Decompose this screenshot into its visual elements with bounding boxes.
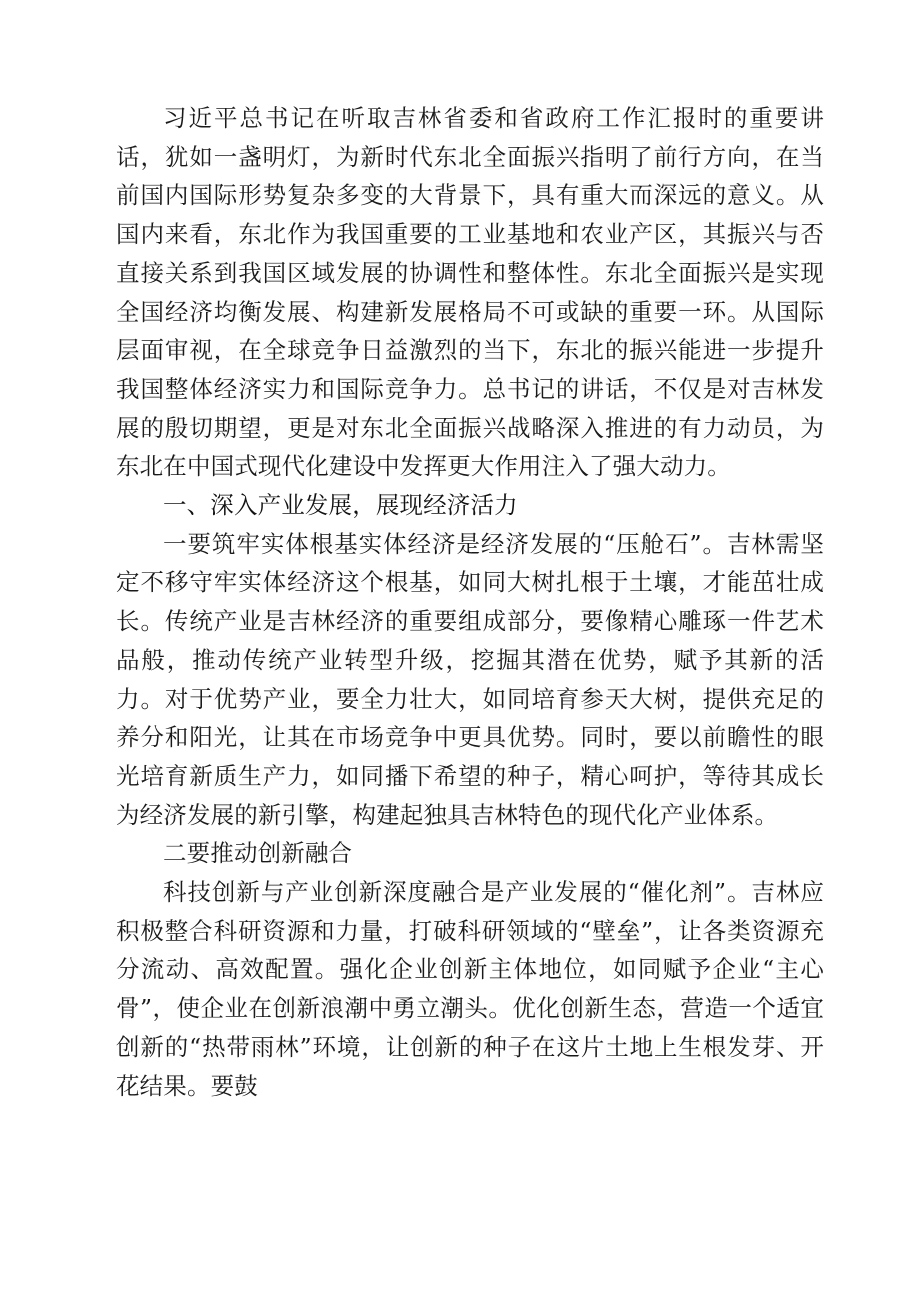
subsection-2-paragraph: 科技创新与产业创新深度融合是产业发展的“催化剂”。吉林应积极整合科研资源和力量，打破科研领域的“壁垒”，让各类资源充分流动、高效配置。强化企业创新主体地位，如同赋予企业“主心骨”，使企业在创新浪潮中勇立潮头。优化创新生态，营造一个适宜创新的“热带雨林”环境，让创新的种子在这片土地上生根发芽、开花结果。要鼓 <box>116 878 824 1100</box>
document-body <box>116 99 824 1105</box>
intro-paragraph: 习近平总书记在听取吉林省委和省政府工作汇报时的重要讲话，犹如一盏明灯，为新时代东北全面振兴指明了前行方向，在当前国内国际形势复杂多变的大背景下，具有重大而深远的意义。从国内来看，东北作为我国重要的工业基地和农业产区，其振兴与否直接关系到我国区域发展的协调性和整体性。东北全面振兴是实现全国经济均衡发展、构建新发展格局不可或缺的重要一环。从国际层面审视，在全球竞争日益激烈的当下，东北的振兴能进一步提升我国整体经济实力和国际竞争力。总书记的讲话，不仅是对吉林发展的殷切期望，更是对东北全面振兴战略深入推进的有力动员，为东北在中国式现代化建设中发挥更大作用注入了强大动力。 <box>116 104 824 481</box>
subsection-heading-2: 二要推动创新融合 <box>163 839 353 868</box>
section-1-paragraph: 一要筑牢实体根基实体经济是经济发展的“压舱石”。吉林需坚定不移守牢实体经济这个根基，如同大树扎根于土壤，才能茁壮成长。传统产业是吉林经济的重要组成部分，要像精心雕琢一件艺术品般，推动传统产业转型升级，挖掘其潜在优势，赋予其新的活力。对于优势产业，要全力壮大，如同培育参天大树，提供充足的养分和阳光，让其在市场竞争中更具优势。同时，要以前瞻性的眼光培育新质生产力，如同播下希望的种子，精心呵护，等待其成长为经济发展的新引擎，构建起独具吉林特色的现代化产业体系。 <box>116 529 824 829</box>
section-heading-1: 一、深入产业发展，展现经济活力 <box>163 491 518 520</box>
